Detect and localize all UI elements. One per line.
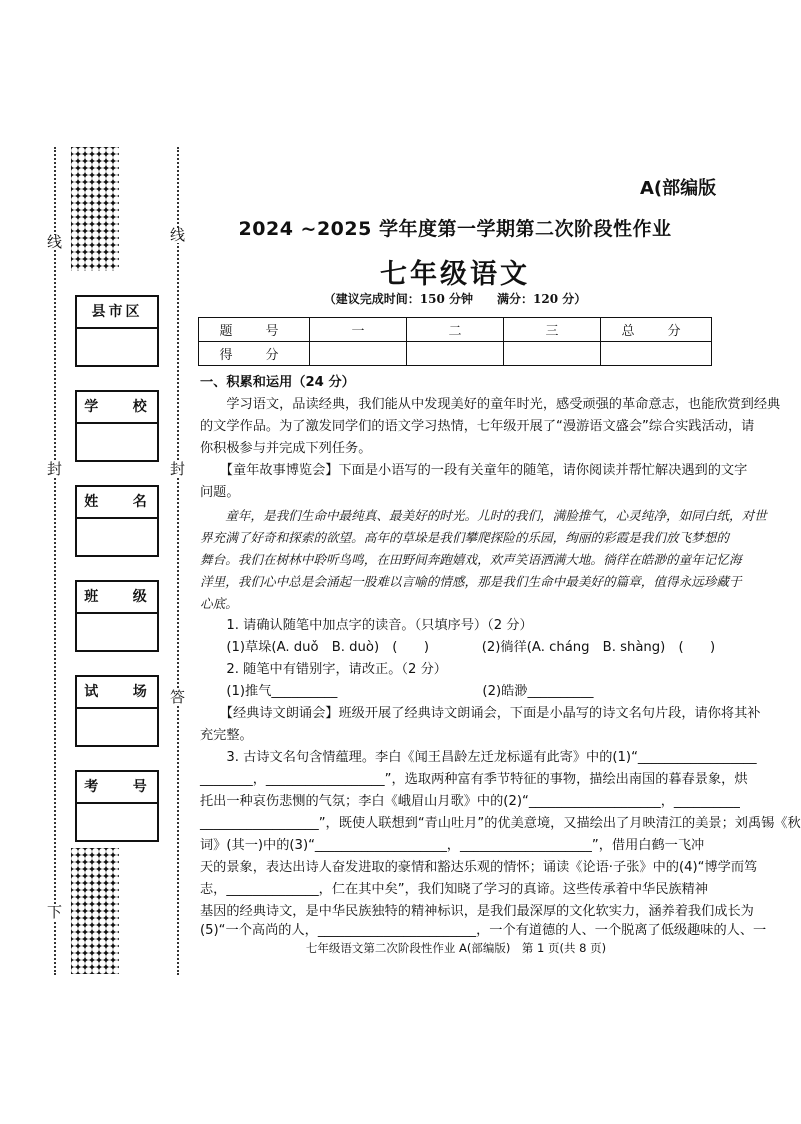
question-3-line-2[interactable]: ________，__________________”，选取两种富有季节特征的事物，描绘出南国的暮春景象，烘 [200, 772, 748, 787]
essay-line-3: 舞台。我们在树林中聆听鸟鸣，在田野间奔跑嬉戏，欢声笑语洒满大地。徜徉在皓渺的童年记忆海 [200, 552, 742, 567]
page-footer: 七年级语文第二次阶段性作业 A(部编版) 第 1 页(共 8 页) [305, 941, 607, 955]
score-cell-total[interactable] [601, 342, 712, 366]
poetry-task-line-2: 充完整。 [200, 728, 253, 743]
question-3-line-4[interactable]: __________________”，既使人联想到“青山吐月”的优美意境，又描绘出了月映清江的美景；刘禹锡《秋 [200, 816, 801, 831]
essay-line-2: 界充满了好奇和探索的欲望。高年的草垛是我们攀爬探险的乐园，绚丽的彩霞是我们放飞梦想的 [200, 530, 729, 545]
score-cell-part-1[interactable] [310, 342, 407, 366]
right-binding-mark-seal: 封 [170, 460, 186, 478]
right-binding-mark-answer: 答 [170, 688, 186, 706]
info-box-name[interactable] [75, 485, 159, 557]
info-box-exam-room[interactable] [75, 675, 159, 747]
question-3-line-7[interactable]: 志，______________，仁在其中矣”，我们知晓了学习的真谛。这些传承着中华民族精神 [200, 882, 708, 897]
question-3-line-6: 天的景象，表达出诗人奋发进取的豪情和豁达乐观的情怀；诵读《论语·子张》中的(4)“博学而笃 [200, 860, 758, 875]
score-row-label: 得 分 [199, 342, 310, 366]
essay-line-5: 心底。 [200, 596, 238, 611]
poetry-task-line-1: 【经典诗文朗诵会】班级开展了经典诗文朗诵会，下面是小晶写的诗文名句片段，请你将其补 [200, 706, 761, 721]
info-box-class[interactable] [75, 580, 159, 652]
question-3-line-1[interactable]: 3. 古诗文名句含情蕴理。李白《闻王昌龄左迁龙标遥有此寄》中的(1)“__________________ [200, 750, 757, 765]
section-heading-1: 一、积累和运用（24 分） [200, 375, 355, 390]
exam-title: 2024 ~2025 学年度第一学期第二次阶段性作业 [238, 218, 672, 240]
score-header-part-3: 三 [504, 318, 601, 342]
exam-timing: （建议完成时间：150 分钟 满分：120 分） [323, 292, 587, 306]
score-table-score-row [199, 342, 712, 366]
score-header-part-1: 一 [310, 318, 407, 342]
info-label-exam-number: 考 号 [77, 772, 157, 804]
essay-line-4: 洋里，我们心中总是会涌起一股难以言喻的情感，那是我们生命中最美好的篇章，值得永远珍藏于 [200, 574, 742, 589]
question-1: 1. 请确认随笔中加点字的读音。（只填序号）（2 分） [200, 618, 533, 633]
info-box-school[interactable] [75, 390, 159, 462]
info-label-name: 姓 名 [77, 487, 157, 519]
score-header-total: 总 分 [601, 318, 712, 342]
info-box-exam-number[interactable] [75, 770, 159, 842]
question-3-line-8: 基因的经典诗文，是中华民族独特的精神标识，是我们最深厚的文化软实力，涵养着我们成长为 [200, 904, 754, 919]
info-box-county[interactable] [75, 295, 159, 367]
right-binding-mark-line: 线 [170, 226, 186, 244]
intro-line-1: 学习语文，品读经典，我们能从中发现美好的童年时光，感受顽强的革命意志，也能欣赏到经典 [200, 397, 781, 412]
score-header-part-2: 二 [407, 318, 504, 342]
info-label-exam-room: 试 场 [77, 677, 157, 709]
question-3-line-9[interactable]: (5)“一个高尚的人，________________________，一个有道德的人、一个脱离了低级趣味的人、一 [200, 923, 767, 938]
score-table [198, 317, 712, 366]
info-label-county: 县市区 [77, 297, 157, 329]
right-binding-line [177, 147, 179, 975]
left-binding-mark-seal: 封 [47, 460, 63, 478]
score-cell-part-3[interactable] [504, 342, 601, 366]
left-binding-mark-down: 下 [47, 903, 63, 921]
score-cell-part-2[interactable] [407, 342, 504, 366]
left-binding-mark-line: 线 [47, 233, 63, 251]
essay-line-1: 童年，是我们生命中最纯真、最美好的时光。儿时的我们，满脸推气，心灵纯净，如同白纸，对世 [200, 508, 767, 523]
score-table-header-row [199, 318, 712, 342]
score-header-question-no: 题 号 [199, 318, 310, 342]
task-intro-line-2: 问题。 [200, 485, 240, 500]
question-2-answers[interactable]: (1)推气__________ (2)皓渺__________ [200, 684, 594, 699]
info-label-class: 班 级 [77, 582, 157, 614]
question-1-options[interactable]: (1)草垛(A. duǒ B. duò) ( ) (2)徜徉(A. cháng B. shàng) ( ) [200, 640, 716, 655]
question-2: 2. 随笔中有错别字，请改正。（2 分） [200, 662, 447, 677]
question-3-line-5[interactable]: 词》(其一)中的(3)“____________________，____________________”，借用白鹤一飞冲 [200, 838, 705, 853]
info-label-school: 学 校 [77, 392, 157, 424]
intro-line-2: 的文学作品。为了激发同学们的语文学习热情，七年级开展了“漫游语文盛会”综合实践活动，请 [200, 419, 755, 434]
edition-label: A(部编版 [640, 178, 717, 199]
subject-title: 七年级语文 [380, 259, 530, 290]
binding-dot-pattern-bottom [71, 848, 119, 974]
task-intro-line-1: 【童年故事博览会】下面是小语写的一段有关童年的随笔，请你阅读并帮忙解决遇到的文字 [200, 463, 748, 478]
binding-dot-pattern-top [71, 147, 119, 271]
intro-line-3: 你积极参与并完成下列任务。 [200, 441, 372, 456]
left-binding-line [54, 147, 56, 975]
question-3-line-3[interactable]: 托出一种哀伤悲恻的气氛；李白《峨眉山月歌》中的(2)“____________________，__________ [200, 794, 740, 809]
